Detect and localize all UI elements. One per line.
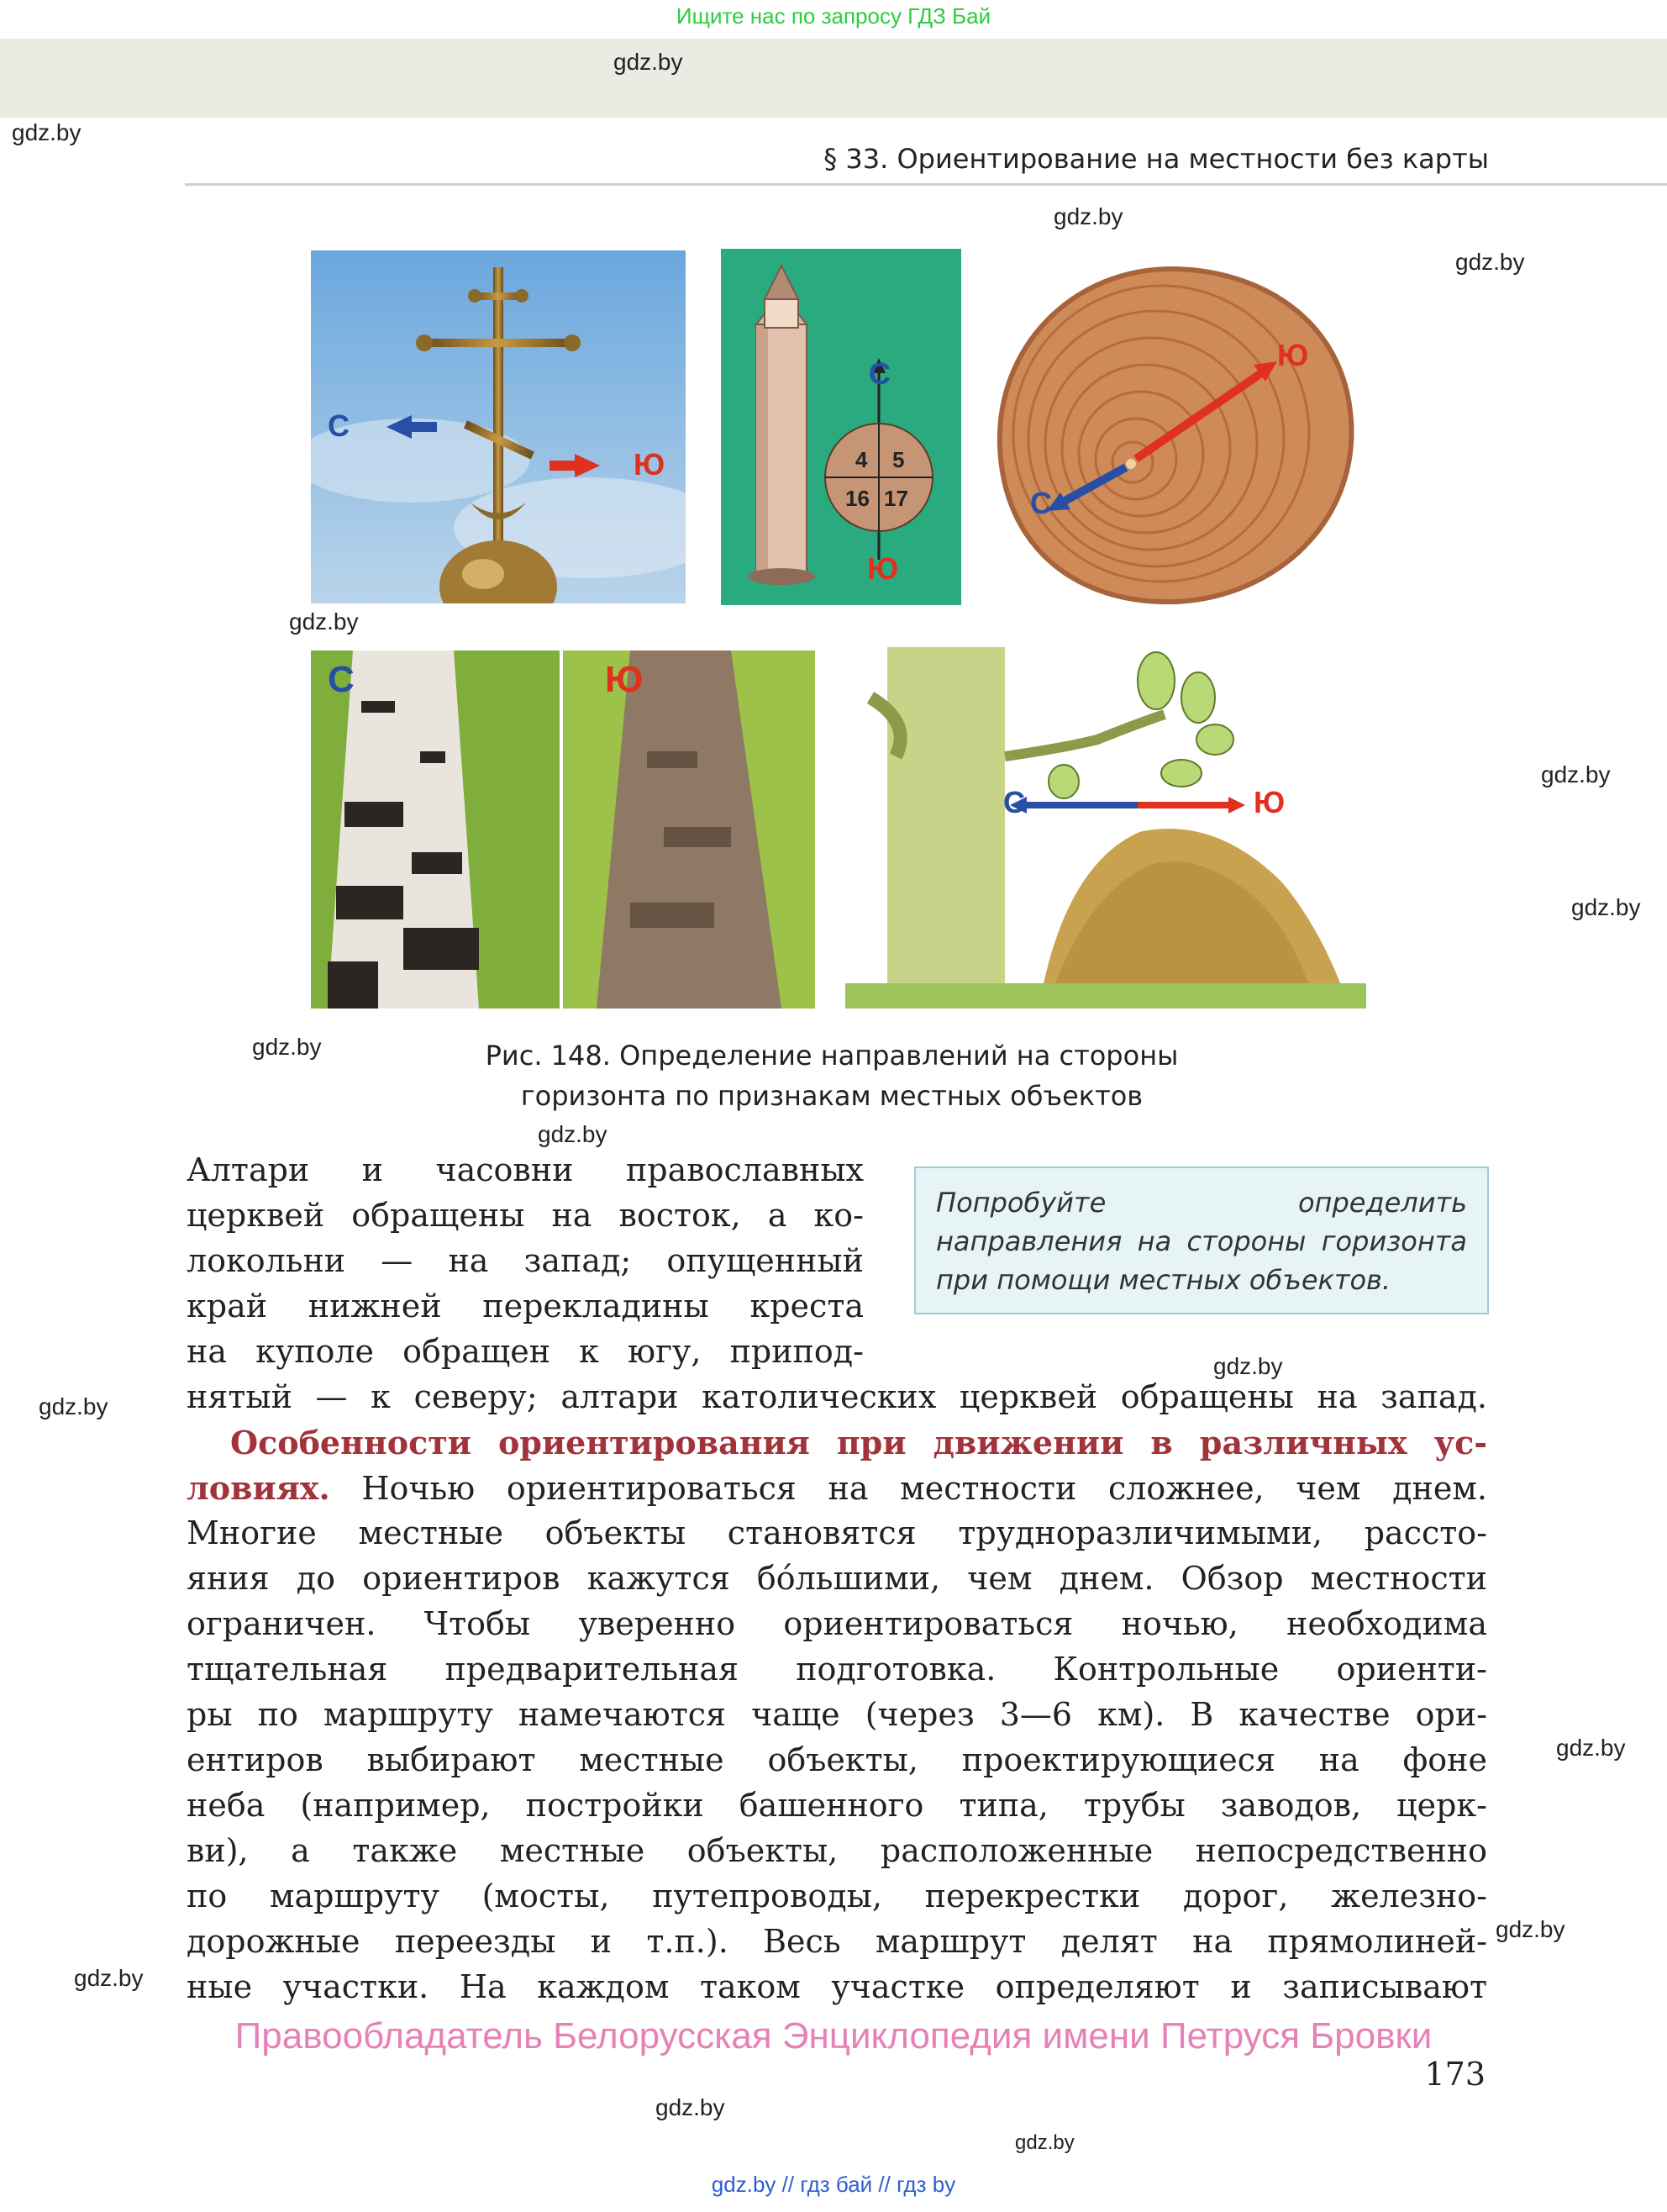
label-south: Ю <box>1254 785 1286 819</box>
watermark: gdz.by <box>252 1034 322 1060</box>
text-line: тщательная предварительная подготовка. Контрольные ориенти- <box>187 1651 1487 1688</box>
label-north: С <box>328 659 355 700</box>
label-south: Ю <box>634 447 665 482</box>
label-north: С <box>1003 785 1025 819</box>
hint-box: Попробуйте определить направления на стороны горизонта при помощи местных объектов. <box>914 1167 1489 1314</box>
quarter-number: 16 <box>845 486 870 511</box>
section-heading: ловиях. <box>187 1469 330 1507</box>
label-north: С <box>328 408 350 443</box>
text-line: край нижней перекладины креста <box>187 1288 864 1325</box>
text-line: ви), а также местные объекты, расположенные непосредственно <box>187 1832 1487 1869</box>
watermark: gdz.by <box>1015 2131 1075 2154</box>
quarter-number: 17 <box>884 486 908 511</box>
footer-links[interactable]: gdz.by // гдз бай // гдз by <box>711 2172 956 2197</box>
watermark: gdz.by <box>289 608 359 635</box>
watermark: gdz.by <box>1455 249 1525 275</box>
text-line: церквей обращены на восток, а ко- <box>187 1197 864 1234</box>
page-number: 173 <box>1424 2056 1486 2093</box>
text-line: на куполе обращен к югу, припод- <box>187 1333 864 1370</box>
watermark: gdz.by <box>1054 203 1123 229</box>
caption-line: горизонта по признакам местных объектов <box>520 1080 1144 1112</box>
figure-anthill <box>845 647 1366 1009</box>
watermark: gdz.by <box>1496 1916 1565 1942</box>
text-line: Многие местные объекты становятся трудноразличимыми, рассто- <box>187 1514 1487 1551</box>
watermark: gdz.by <box>1541 761 1611 787</box>
text-line: ры по маршруту намечаются чаще (через 3—6 км). В качестве ори- <box>187 1696 1487 1733</box>
text-line: ограничен. Чтобы уверенно ориентироваться ночью, необходима <box>187 1605 1487 1642</box>
watermark: gdz.by <box>538 1121 607 1147</box>
text-line <box>187 1424 1487 1462</box>
label-south: Ю <box>1277 338 1309 372</box>
watermark: gdz.by <box>1571 894 1641 920</box>
watermark: gdz.by <box>1213 1353 1283 1379</box>
text-line: неба (например, постройки башенного типа, трубы заводов, церк- <box>187 1787 1487 1824</box>
text-line: ентиров выбирают местные объекты, проектирующиеся на фоне <box>187 1741 1487 1778</box>
text-line: Алтари и часовни православных <box>187 1151 864 1188</box>
section-title: § 33. Ориентирование на местности без карты <box>823 143 1489 175</box>
header-divider <box>185 183 1667 186</box>
label-south: Ю <box>867 551 899 586</box>
figure-birch-bark <box>311 650 815 1009</box>
caption-line: Рис. 148. Определение направлений на стороны <box>485 1040 1179 1072</box>
watermark: gdz.by <box>655 2094 725 2120</box>
text-line: локольни — на запад; опущенный <box>187 1242 864 1279</box>
text-line: дорожные переезды и т.п.). Весь маршрут делят на прямолиней- <box>187 1923 1487 1960</box>
figure-survey-post <box>721 249 961 605</box>
label-south: Ю <box>605 659 644 700</box>
watermark: gdz.by <box>1556 1735 1626 1761</box>
text-line: нятый — к северу; алтари католических церквей обращены на запад. <box>187 1378 1487 1415</box>
text-line: по маршруту (мосты, путепроводы, перекрестки дорог, железно- <box>187 1878 1487 1914</box>
text-fragment: Ночью ориентироваться на местности сложнее, чем днем. <box>329 1470 1487 1507</box>
quarter-number: 5 <box>892 447 905 472</box>
watermark: gdz.by <box>39 1393 108 1419</box>
watermark: gdz.by <box>74 1965 144 1991</box>
rights-notice: Правообладатель Белорусская Энциклопедия имени Петруся Бровки <box>234 2015 1433 2057</box>
top-banner <box>0 39 1667 118</box>
text-line: яния до ориентиров кажутся бóльшими, чем днем. Обзор местности <box>187 1560 1487 1597</box>
text-line <box>187 1469 1487 1507</box>
watermark: gdz.by <box>613 49 683 75</box>
quarter-number: 4 <box>855 447 868 472</box>
text-line: ные участки. На каждом таком участке определяют и записывают <box>187 1968 1487 2005</box>
search-hint-banner: Ищите нас по запросу ГДЗ Бай <box>676 3 991 29</box>
figure-cross-on-dome <box>311 250 686 603</box>
watermark: gdz.by <box>12 119 82 145</box>
figure-tree-rings <box>991 261 1358 610</box>
section-heading: Особенности ориентирования при движении в различных ус- <box>230 1424 1487 1462</box>
label-north: С <box>1030 486 1052 520</box>
label-north: С <box>869 356 891 391</box>
figure-caption <box>336 1035 1328 1116</box>
